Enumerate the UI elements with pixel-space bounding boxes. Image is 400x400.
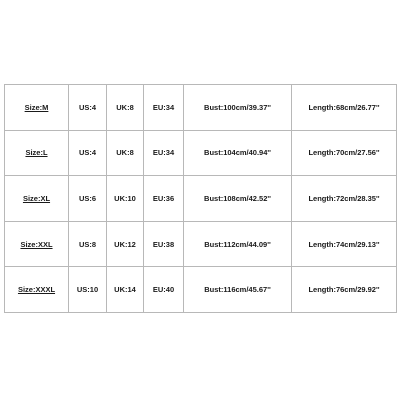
eu-size-cell: EU:40 bbox=[144, 267, 184, 313]
size-cell bbox=[5, 221, 69, 267]
eu-size-cell: EU:38 bbox=[144, 221, 184, 267]
us-size-cell: US:4 bbox=[69, 130, 107, 176]
us-size-cell: US:8 bbox=[69, 221, 107, 267]
length-cell: Length:68cm/26.77'' bbox=[292, 85, 397, 131]
us-size-cell: US:4 bbox=[69, 85, 107, 131]
size-label: Size:M bbox=[24, 102, 49, 112]
size-label: Size:L bbox=[25, 148, 48, 158]
us-size-cell: US:10 bbox=[69, 267, 107, 313]
size-cell bbox=[5, 176, 69, 222]
uk-size-cell: UK:14 bbox=[107, 267, 144, 313]
table-row bbox=[5, 176, 397, 222]
table-row bbox=[5, 130, 397, 176]
length-cell: Length:72cm/28.35'' bbox=[292, 176, 397, 222]
size-cell bbox=[5, 267, 69, 313]
uk-size-cell: UK:10 bbox=[107, 176, 144, 222]
bust-cell: Bust:116cm/45.67'' bbox=[184, 267, 292, 313]
bust-cell: Bust:112cm/44.09'' bbox=[184, 221, 292, 267]
length-cell: Length:70cm/27.56'' bbox=[292, 130, 397, 176]
uk-size-cell: UK:12 bbox=[107, 221, 144, 267]
eu-size-cell: EU:34 bbox=[144, 130, 184, 176]
length-cell: Length:76cm/29.92'' bbox=[292, 267, 397, 313]
size-label: Size:XXL bbox=[20, 239, 53, 249]
eu-size-cell: EU:36 bbox=[144, 176, 184, 222]
table-row bbox=[5, 267, 397, 313]
table-row bbox=[5, 221, 397, 267]
size-chart-table bbox=[4, 84, 397, 313]
bust-cell: Bust:108cm/42.52'' bbox=[184, 176, 292, 222]
us-size-cell: US:6 bbox=[69, 176, 107, 222]
length-cell: Length:74cm/29.13'' bbox=[292, 221, 397, 267]
table-row bbox=[5, 85, 397, 131]
bust-cell: Bust:100cm/39.37'' bbox=[184, 85, 292, 131]
size-cell bbox=[5, 130, 69, 176]
eu-size-cell: EU:34 bbox=[144, 85, 184, 131]
size-label: Size:XL bbox=[22, 193, 51, 203]
bust-cell: Bust:104cm/40.94'' bbox=[184, 130, 292, 176]
size-cell bbox=[5, 85, 69, 131]
uk-size-cell: UK:8 bbox=[107, 130, 144, 176]
size-label: Size:XXXL bbox=[17, 285, 56, 295]
uk-size-cell: UK:8 bbox=[107, 85, 144, 131]
